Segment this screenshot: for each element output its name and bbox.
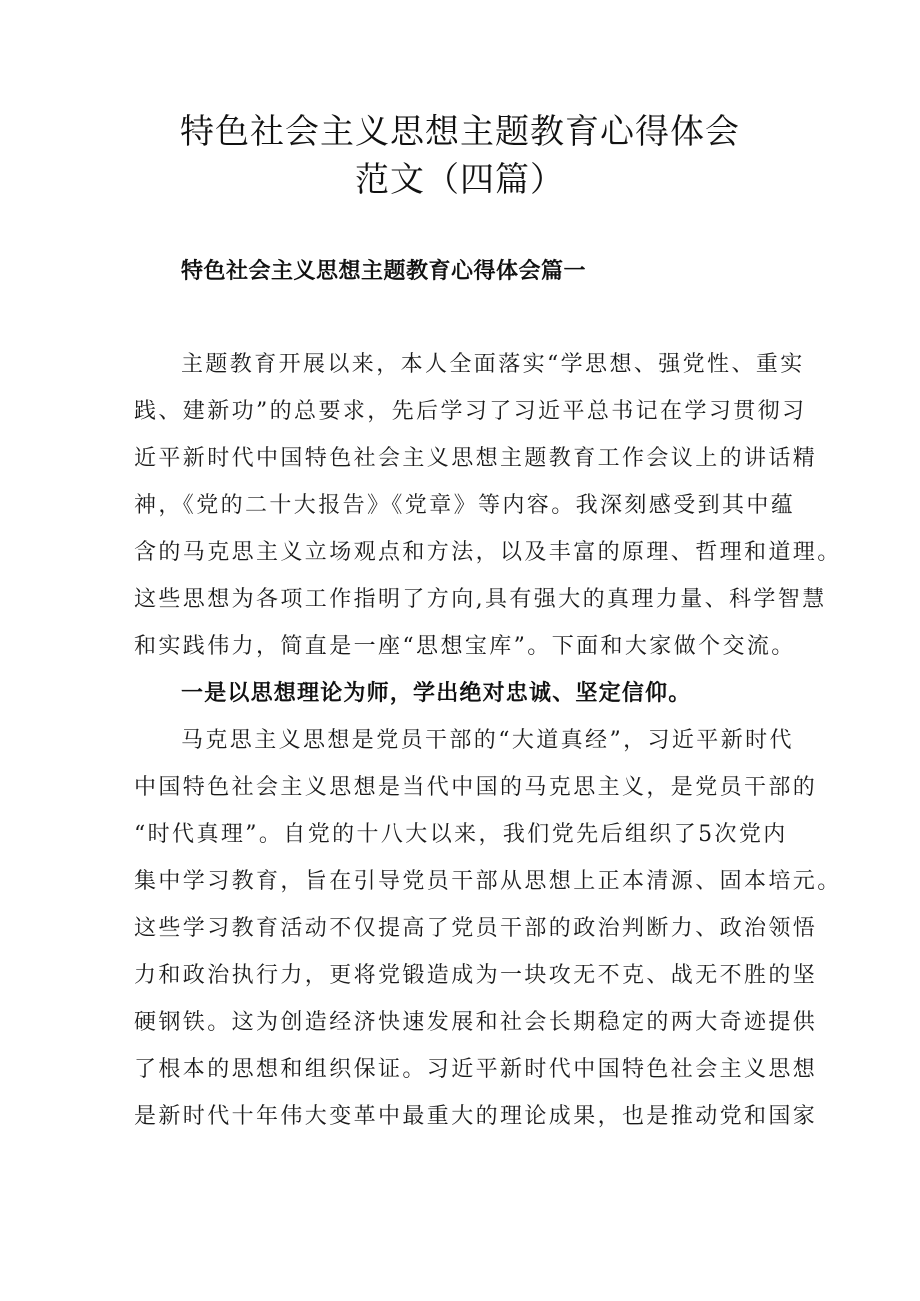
paragraph-2-line: 力和政治执行力，更将党锻造成为一块攻无不克、战无不胜的坚 [134,963,818,988]
paragraph-1-line: 践、建新功”的总要求，先后学习了习近平总书记在学习贯彻习 [134,399,807,424]
paragraph-1-line: 近平新时代中国特色社会主义思想主题教育工作会议上的讲话精 [134,446,818,471]
paragraph-1-line: 含的马克思主义立场观点和方法，以及丰富的原理、哲理和道理。 [134,540,842,565]
point-1-heading: 一是以思想理论为师，学出绝对忠诚、坚定信仰。 [181,681,692,706]
paragraph-1-line: 这些思想为各项工作指明了方向,具有强大的真理力量、科学智慧 [134,587,827,612]
paragraph-1-line: 主题教育开展以来，本人全面落实“学思想、强党性、重实 [181,352,805,377]
paragraph-1-line: 神，《党的二十大报告》《党章》等内容。我深刻感受到其中蕴 [134,493,796,518]
paragraph-2-line: 硬钢铁。这为创造经济快速发展和社会长期稳定的两大奇迹提供 [134,1010,818,1035]
document-title-line-1: 特色社会主义思想主题教育心得体会 [180,112,740,152]
paragraph-2-line: 这些学习教育活动不仅提高了党员干部的政治判断力、政治领悟 [134,916,818,941]
section-heading: 特色社会主义思想主题教育心得体会篇一 [181,259,587,284]
paragraph-1-line: 和实践伟力，简直是一座“思想宝库”。下面和大家做个交流。 [134,634,796,659]
paragraph-2-line: 中国特色社会主义思想是当代中国的马克思主义，是党员干部的 [134,775,818,800]
paragraph-2-line: 了根本的思想和组织保证。习近平新时代中国特色社会主义思想 [134,1057,818,1082]
paragraph-2-line: 是新时代十年伟大变革中最重大的理论成果，也是推动党和国家 [134,1104,818,1129]
paragraph-2-line: 马克思主义思想是党员干部的“大道真经”，习近平新时代 [181,728,794,753]
document-title-line-2: 范文（四篇） [355,160,565,200]
paragraph-2-line: 集中学习教育，旨在引导党员干部从思想上正本清源、固本培元。 [134,869,842,894]
paragraph-2-line: “时代真理”。自党的十八大以来，我们党先后组织了5次党内 [134,822,788,847]
